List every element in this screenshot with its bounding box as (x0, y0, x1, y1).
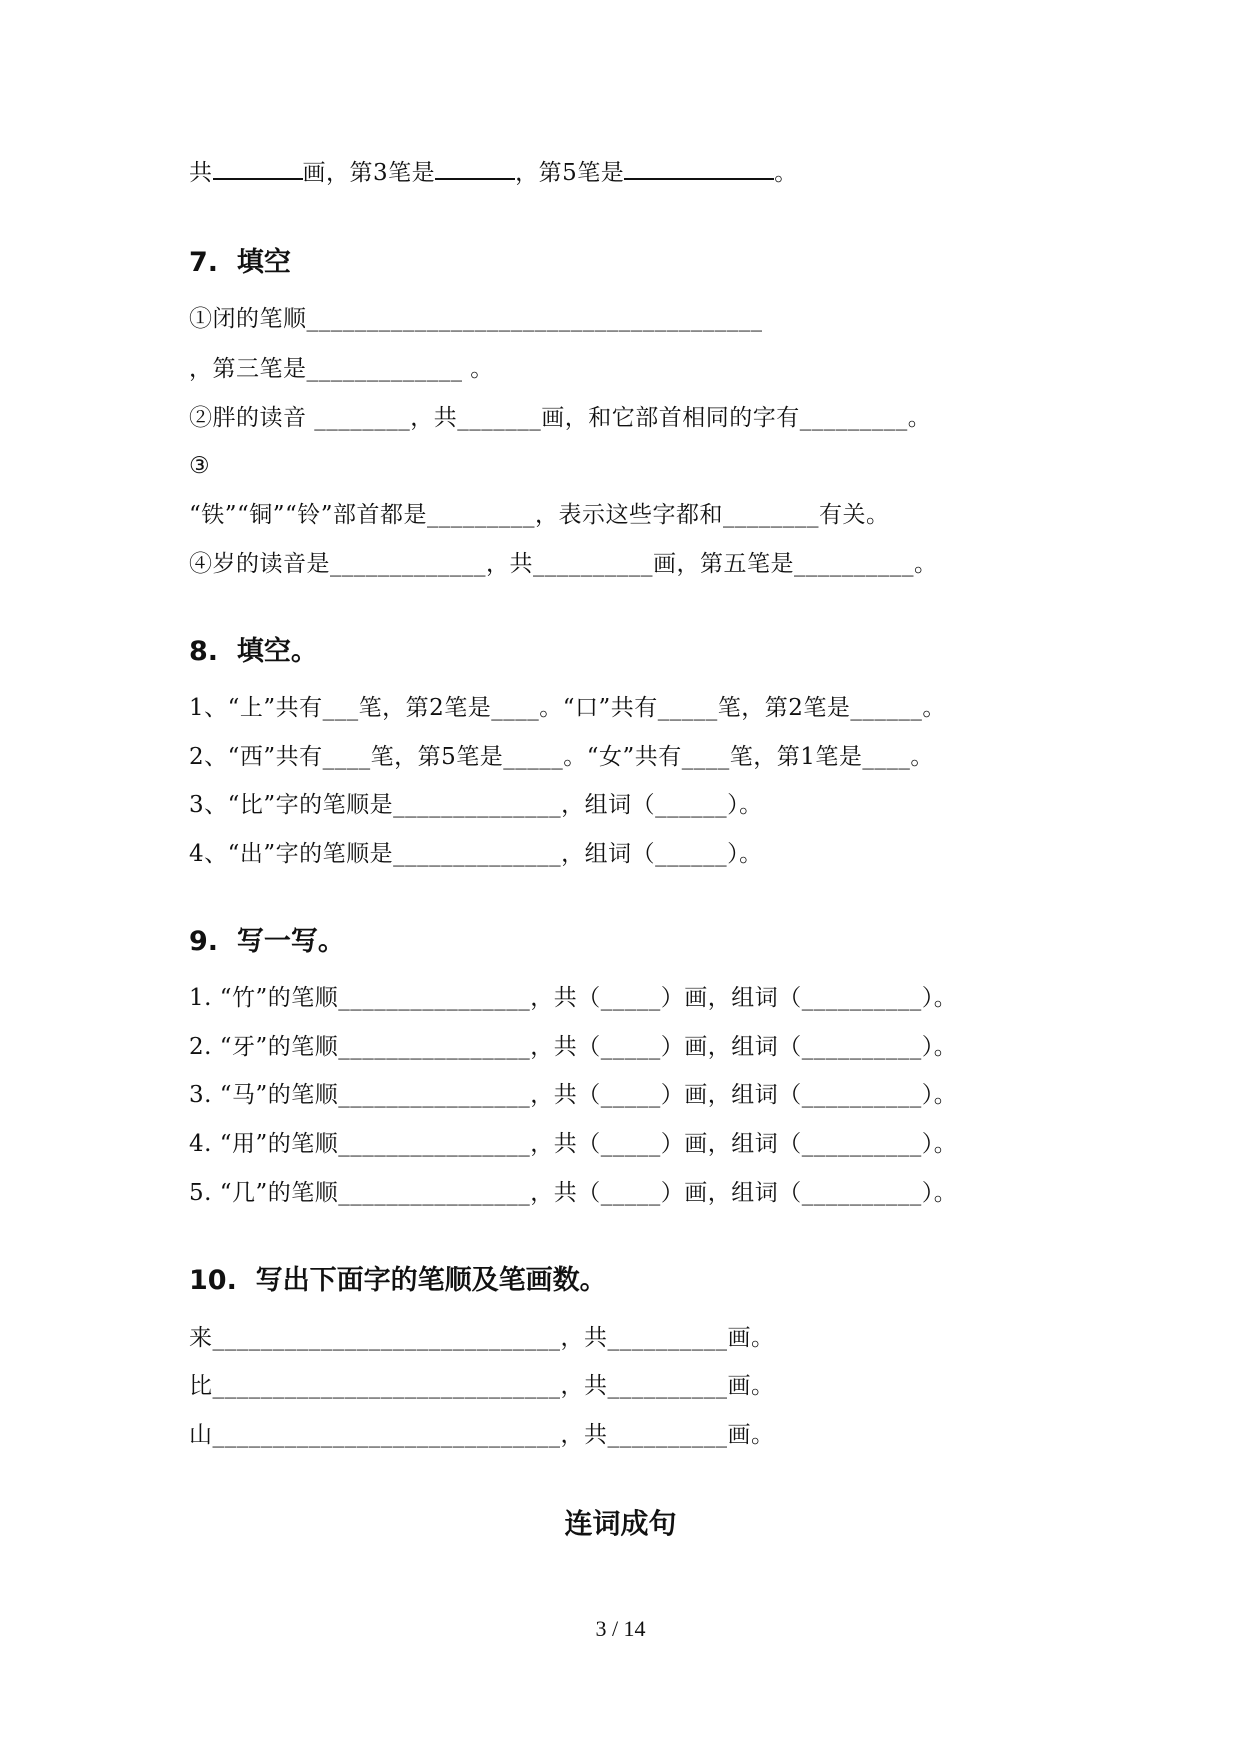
q6-blank-stroke5[interactable] (624, 158, 774, 180)
q7-line-1: ①闭的笔顺______________________________________ (189, 306, 763, 332)
q7-line-3: ②胖的读音 ________，共_______画，和它部首相同的字有_________。 (189, 405, 932, 431)
q10-line-3: 山_____________________________，共__________画。 (189, 1422, 775, 1448)
q8-line-2: 2、“西”共有____笔，第5笔是_____。“女”共有____笔，第1笔是____。 (189, 744, 934, 770)
q7-line-6: ④岁的读音是_____________，共__________画，第五笔是__________。 (189, 551, 938, 577)
page-number: 3 / 14 (595, 1616, 646, 1641)
q9-line-1: 1. “竹”的笔顺________________，共（_____）画，组词（__________）。 (189, 985, 958, 1011)
q9-line-3: 3. “马”的笔顺________________，共（_____）画，组词（__________）。 (189, 1082, 958, 1108)
q6-continuation-line (189, 158, 798, 188)
q6-text-part3: ，第5笔是 (515, 160, 625, 186)
q7-heading: 7. 填空 (189, 247, 291, 278)
q9-line-5: 5. “几”的笔顺________________，共（_____）画，组词（__________）。 (189, 1180, 958, 1206)
q9-heading: 9. 写一写。 (189, 926, 345, 957)
q6-blank-strokes[interactable] (213, 158, 303, 180)
q10-heading: 10. 写出下面字的笔顺及笔画数。 (189, 1265, 607, 1296)
q10-line-2: 比_____________________________，共__________画。 (189, 1373, 775, 1399)
q9-line-2: 2. “牙”的笔顺________________，共（_____）画，组词（__________）。 (189, 1034, 958, 1060)
q7-line-4: ③ (189, 453, 211, 479)
q10-line-1: 来_____________________________，共__________画。 (189, 1325, 775, 1351)
q8-line-1: 1、“上”共有___笔，第2笔是____。“口”共有_____笔，第2笔是______。 (189, 695, 946, 721)
q8-line-4: 4、“出”字的笔顺是______________，组词（______）。 (189, 841, 763, 867)
q6-blank-stroke3[interactable] (435, 158, 515, 180)
q6-text-part1: 共 (189, 160, 213, 186)
q8-line-3: 3、“比”字的笔顺是______________，组词（______）。 (189, 792, 763, 818)
q8-heading: 8. 填空。 (189, 636, 318, 667)
q9-line-4: 4. “用”的笔顺________________，共（_____）画，组词（__________）。 (189, 1131, 958, 1157)
q7-line-2: ，第三笔是_____________ 。 (189, 356, 494, 382)
q7-line-5: “铁”“铜”“铃”部首都是_________，表示这些字都和________有关。 (189, 502, 890, 528)
section-title: 连词成句 (564, 1507, 677, 1540)
q6-text-part4: 。 (774, 160, 798, 186)
q6-text-part2: 画，第3笔是 (302, 160, 436, 186)
